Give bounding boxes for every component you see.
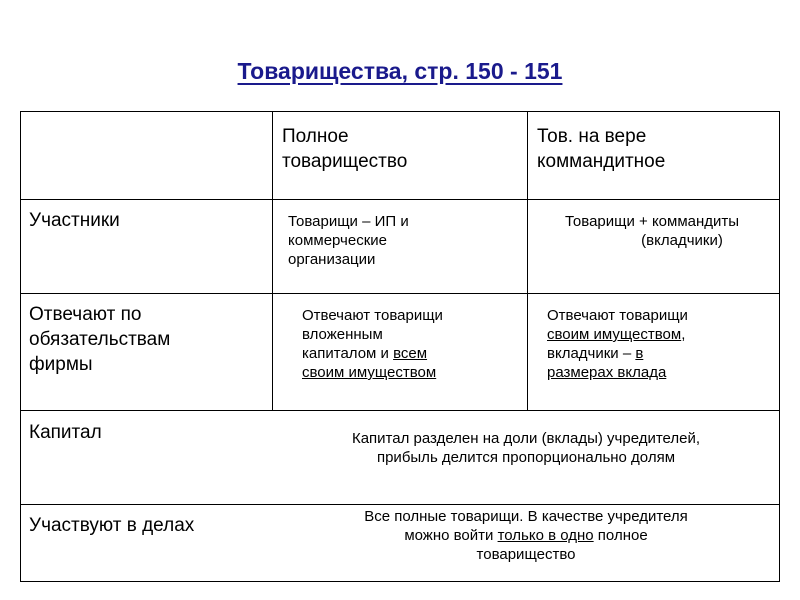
header-full-partnership: Полное товарищество [282,126,408,172]
row-label-liability: Отвечают по обязательствам фирмы [29,304,171,375]
row-divider [20,504,780,505]
cell-participants-full: Товарищи – ИП и коммерческие организации [288,213,409,268]
row-label-capital: Капитал [29,422,102,443]
column-divider [527,111,528,410]
column-divider [272,111,273,410]
cell-business: Все полные товарищи. В качестве учредителя можно войти только в одно полное товарищество [364,508,688,563]
cell-capital: Капитал разделен на доли (вклады) учредителей, прибыль делится пропорционально долям [351,430,701,466]
row-divider [20,410,780,411]
row-label-participants: Участники [29,210,120,231]
table-border-left [20,111,21,582]
header-limited-partnership: Тов. на вере коммандитное [537,126,666,172]
table-border-top [20,111,780,112]
page-title: Товарищества, стр. 150 - 151 [237,58,563,84]
table-border-bottom [20,581,780,582]
cell-liability-limited: Отвечают товарищи своим имуществом, вкладчики – в размерах вклада [547,307,688,381]
cell-participants-limited: Товарищи + коммандиты (вкладчики) [564,213,740,249]
row-divider [20,293,780,294]
row-divider [20,199,780,200]
row-label-business: Участвуют в делах [29,515,195,536]
cell-liability-full: Отвечают товарищи вложенным капиталом и всем своим имуществом [302,307,443,381]
